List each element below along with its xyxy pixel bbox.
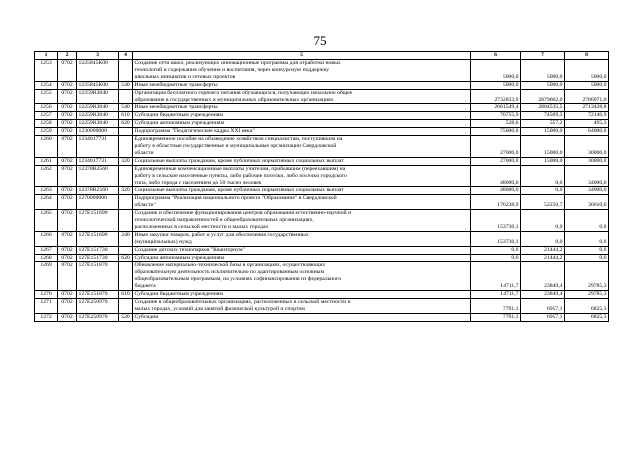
description-line: школьных инициатив и сетевых проектов	[134, 73, 236, 80]
description-line: Единовременное пособие на обзаведение хозяйством специалистам, поступившим на	[134, 136, 343, 143]
description-cell	[133, 262, 471, 291]
expense-type-cell: 610	[119, 291, 133, 299]
amount-year2-cell: 21444,2	[521, 246, 565, 254]
target-article-cell: 127E250970	[77, 313, 119, 321]
amount-year2-cell: 52250,7	[521, 195, 565, 210]
table-row	[35, 89, 609, 104]
section-code-cell: 0702	[58, 254, 77, 262]
description-line: Субсидии	[134, 313, 159, 320]
description-line: технологической направленностей в общеобразовательных организациях,	[134, 217, 314, 224]
table-row	[35, 210, 609, 232]
description-line: Подпрограмма "Педагогические кадры XXI века"	[134, 128, 255, 135]
row-number-cell: 1263	[35, 187, 58, 195]
amount-year3-cell: 34000,0	[565, 187, 609, 195]
row-number-cell: 1268	[35, 254, 58, 262]
description-cell	[133, 210, 471, 232]
amount-year3-cell: 36610,6	[565, 195, 609, 210]
description-cell	[133, 157, 471, 165]
amount-year3-cell: 0,0	[565, 254, 609, 262]
description-line: работу в областные государственные и муниципальные организации Свердловской	[134, 142, 337, 149]
amount-year2-cell: 0,0	[521, 210, 565, 232]
description-line: Социальные выплаты гражданам, кроме публичных нормативных социальных выплат	[134, 157, 344, 164]
amount-year2-cell: 23849,4	[521, 291, 565, 299]
amount-year2-cell: 5000,0	[521, 60, 565, 82]
description-line: Организация бесплатного горячего питания обучающихся, получающих начальное общее	[134, 89, 353, 96]
row-number-cell: 1260	[35, 136, 58, 158]
amount-year2-cell: 15000,0	[521, 128, 565, 136]
description-cell	[133, 313, 471, 321]
row-number-cell: 1271	[35, 299, 58, 314]
amount-year2-cell: 2804535,5	[521, 104, 565, 112]
expense-type-cell: 540	[119, 104, 133, 112]
description-cell	[133, 165, 471, 187]
amount-year2-cell: 0,0	[521, 165, 565, 187]
row-number-cell: 1261	[35, 157, 58, 165]
table-row	[35, 120, 609, 128]
target-article-cell: 127E250970	[77, 299, 119, 314]
column-header-1: 1	[35, 52, 58, 60]
amount-year2-cell: 557,2	[521, 120, 565, 128]
section-code-cell: 0702	[58, 81, 77, 89]
description-line: области"	[134, 202, 156, 209]
amount-year2-cell: 74569,3	[521, 112, 565, 120]
target-article-cell: 1225845К00	[77, 81, 119, 89]
description-line: Подпрограмма "Реализация национального проекта "Образование" в Свердловской	[134, 195, 337, 202]
description-cell	[133, 81, 471, 89]
amount-year2-cell: 0,0	[521, 187, 565, 195]
description-cell	[133, 112, 471, 120]
amount-year1-cell: 153736,1	[471, 210, 521, 232]
table-row	[35, 136, 609, 158]
table-row	[35, 246, 609, 254]
section-code-cell: 0702	[58, 195, 77, 210]
section-code-cell: 0702	[58, 157, 77, 165]
amount-year3-cell: 5000,0	[565, 81, 609, 89]
target-article-cell: 1234017731	[77, 136, 119, 158]
description-line: Единовременные компенсационные выплаты учителям, прибывшим (переехавшим) на	[134, 165, 346, 172]
amount-year1-cell: 70755,9	[471, 112, 521, 120]
target-article-cell: 1270000000	[77, 195, 119, 210]
section-code-cell: 0702	[58, 112, 77, 120]
amount-year2-cell: 15000,0	[521, 136, 565, 158]
description-line: работу в сельские населенные пункты, либо рабочие поселки, либо поселки городского	[134, 172, 347, 179]
target-article-cell: 12259R3040	[77, 89, 119, 104]
expense-type-cell	[119, 128, 133, 136]
expense-type-cell: 320	[119, 157, 133, 165]
expense-type-cell: 610	[119, 112, 133, 120]
amount-year3-cell: 0,0	[565, 231, 609, 246]
amount-year2-cell: 5000,0	[521, 81, 565, 89]
description-line: общеобразовательным программам, на условиях софинансирования из федерального	[134, 276, 342, 283]
description-line: Создание в общеобразовательных организациях, расположенных в сельской местности и	[134, 299, 351, 305]
target-article-cell: 127E151730	[77, 246, 119, 254]
description-line: образовательную деятельность исключительно по адаптированным основным	[134, 269, 325, 276]
column-header-4: 4	[119, 52, 133, 60]
description-cell	[133, 231, 471, 246]
description-line: Социальные выплаты гражданам, кроме публичных нормативных социальных выплат	[134, 187, 344, 194]
section-code-cell: 0702	[58, 299, 77, 314]
section-code-cell: 0702	[58, 60, 77, 82]
description-line: Субсидии бюджетным учреждениям	[134, 291, 224, 298]
description-cell	[133, 104, 471, 112]
description-line: Создание сети школ, реализующих инновационные программы для отработки новых	[134, 60, 341, 66]
section-code-cell: 0702	[58, 262, 77, 291]
amount-year3-cell: 64000,0	[565, 128, 609, 136]
table-row	[35, 254, 609, 262]
amount-year3-cell: 30000,0	[565, 157, 609, 165]
target-article-cell: 1230000000	[77, 128, 119, 136]
amount-year1-cell: 153736,1	[471, 231, 521, 246]
description-line: расположенных в сельской местности и малых городах	[134, 223, 269, 230]
expense-type-cell: 620	[119, 254, 133, 262]
description-line: образование в государственных и муниципальных образовательных организациях	[134, 96, 334, 103]
description-line: малых городах, условий для занятий физической культурой и спортом	[134, 305, 305, 312]
description-line: типа, либо города с населением до 50 тысяч человек	[134, 179, 262, 186]
target-article-cell: 12378R2560	[77, 187, 119, 195]
amount-year3-cell: 29785,3	[565, 291, 609, 299]
amount-year1-cell: 5000,0	[471, 60, 521, 82]
description-line: (муниципальных) нужд	[134, 238, 192, 245]
expense-type-cell	[119, 89, 133, 104]
amount-year1-cell: 528,6	[471, 120, 521, 128]
row-number-cell: 1258	[35, 120, 58, 128]
expense-type-cell	[119, 262, 133, 291]
column-header-5: 5	[133, 52, 471, 60]
row-number-cell: 1264	[35, 195, 58, 210]
row-number-cell: 1262	[35, 165, 58, 187]
expense-type-cell: 620	[119, 120, 133, 128]
target-article-cell: 127E151870	[77, 291, 119, 299]
description-cell	[133, 291, 471, 299]
target-article-cell: 1225845К00	[77, 60, 119, 82]
row-number-cell: 1270	[35, 291, 58, 299]
description-line: технологий и содержания обучения и воспитания, через конкурсную поддержку	[134, 66, 329, 73]
amount-year1-cell: 27000,0	[471, 157, 521, 165]
amount-year1-cell: 7791,1	[471, 313, 521, 321]
target-article-cell: 1234017731	[77, 157, 119, 165]
description-line: Субсидии автономным учреждениям	[134, 120, 225, 127]
table-row	[35, 262, 609, 291]
target-article-cell: 12259R3040	[77, 120, 119, 128]
amount-year2-cell: 15000,0	[521, 157, 565, 165]
amount-year3-cell: 495,3	[565, 120, 609, 128]
amount-year2-cell: 6957,1	[521, 313, 565, 321]
description-cell	[133, 246, 471, 254]
amount-year1-cell: 48000,0	[471, 165, 521, 187]
description-line: бюджета	[134, 283, 156, 290]
amount-year1-cell: 75000,0	[471, 128, 521, 136]
row-number-cell: 1257	[35, 112, 58, 120]
amount-year3-cell: 5000,0	[565, 60, 609, 82]
description-line: Обновление материально-технической базы в организациях, осуществляющих	[134, 262, 326, 269]
amount-year1-cell: 27000,0	[471, 136, 521, 158]
amount-year2-cell: 0,0	[521, 231, 565, 246]
table-header-row	[35, 52, 609, 60]
row-number-cell: 1265	[35, 210, 58, 232]
section-code-cell: 0702	[58, 246, 77, 254]
table-row	[35, 313, 609, 321]
row-number-cell: 1256	[35, 104, 58, 112]
amount-year3-cell: 6825,3	[565, 299, 609, 314]
amount-year1-cell: 2732833,9	[471, 89, 521, 104]
expense-type-cell	[119, 299, 133, 314]
section-code-cell: 0702	[58, 120, 77, 128]
row-number-cell: 1255	[35, 89, 58, 104]
section-code-cell: 0702	[58, 313, 77, 321]
section-code-cell: 0702	[58, 210, 77, 232]
table-row	[35, 231, 609, 246]
table-row	[35, 81, 609, 89]
table-row	[35, 60, 609, 82]
amount-year3-cell: 72146,9	[565, 112, 609, 120]
target-article-cell: 12259R3040	[77, 112, 119, 120]
section-code-cell: 0702	[58, 291, 77, 299]
description-cell	[133, 60, 471, 82]
description-cell	[133, 254, 471, 262]
table-row	[35, 291, 609, 299]
section-code-cell: 0702	[58, 89, 77, 104]
target-article-cell: 12378R2560	[77, 165, 119, 187]
target-article-cell: 127E151690	[77, 210, 119, 232]
row-number-cell: 1254	[35, 81, 58, 89]
description-cell	[133, 120, 471, 128]
table-row	[35, 128, 609, 136]
amount-year3-cell: 0,0	[565, 210, 609, 232]
expense-type-cell	[119, 195, 133, 210]
section-code-cell: 0702	[58, 165, 77, 187]
column-header-7: 7	[521, 52, 565, 60]
section-code-cell: 0702	[58, 104, 77, 112]
expense-type-cell: 320	[119, 187, 133, 195]
description-cell	[133, 195, 471, 210]
table-row	[35, 157, 609, 165]
row-number-cell: 1269	[35, 262, 58, 291]
table-row	[35, 187, 609, 195]
expense-type-cell	[119, 165, 133, 187]
table-row	[35, 165, 609, 187]
section-code-cell: 0702	[58, 187, 77, 195]
description-line: Создание детских технопарков "Кванториум"	[134, 246, 245, 253]
amount-year1-cell: 0,0	[471, 246, 521, 254]
amount-year3-cell: 2713428,8	[565, 104, 609, 112]
description-line: Иные межбюджетные трансферты	[134, 104, 218, 111]
amount-year1-cell: 14711,7	[471, 291, 521, 299]
section-code-cell: 0702	[58, 136, 77, 158]
expense-type-cell	[119, 246, 133, 254]
target-article-cell: 127E151730	[77, 254, 119, 262]
amount-year1-cell: 14711,7	[471, 262, 521, 291]
amount-year2-cell: 23849,4	[521, 262, 565, 291]
expense-type-cell	[119, 60, 133, 82]
table-row	[35, 299, 609, 314]
amount-year2-cell: 6957,1	[521, 299, 565, 314]
target-article-cell: 12259R3040	[77, 104, 119, 112]
description-cell	[133, 187, 471, 195]
column-header-3: 3	[77, 52, 119, 60]
expense-type-cell: 520	[119, 313, 133, 321]
description-line: области	[134, 149, 154, 156]
amount-year1-cell: 2661549,4	[471, 104, 521, 112]
column-header-8: 8	[565, 52, 609, 60]
amount-year2-cell: 2879662,0	[521, 89, 565, 104]
table-row	[35, 104, 609, 112]
amount-year3-cell: 6825,3	[565, 313, 609, 321]
expense-type-cell	[119, 136, 133, 158]
table-row	[35, 195, 609, 210]
amount-year1-cell: 48000,0	[471, 187, 521, 195]
description-line: Создание и обеспечение функционирования центров образования естественно-научной и	[134, 210, 352, 217]
description-line: Субсидии бюджетным учреждениям	[134, 112, 224, 119]
expense-type-cell: 240	[119, 231, 133, 246]
amount-year3-cell: 29785,3	[565, 262, 609, 291]
column-header-6: 6	[471, 52, 521, 60]
amount-year2-cell: 21444,2	[521, 254, 565, 262]
row-number-cell: 1253	[35, 60, 58, 82]
section-code-cell: 0702	[58, 128, 77, 136]
description-cell	[133, 128, 471, 136]
row-number-cell: 1267	[35, 246, 58, 254]
amount-year3-cell: 34000,0	[565, 165, 609, 187]
table-row	[35, 112, 609, 120]
amount-year3-cell: 2786071,0	[565, 89, 609, 104]
row-number-cell: 1259	[35, 128, 58, 136]
description-cell	[133, 89, 471, 104]
table-body	[35, 60, 609, 322]
target-article-cell: 127E151870	[77, 262, 119, 291]
amount-year1-cell: 176238,9	[471, 195, 521, 210]
expense-type-cell	[119, 210, 133, 232]
description-line: Иные закупки товаров, работ и услуг для обеспечения государственных	[134, 231, 309, 238]
page-number: 75	[313, 33, 327, 48]
row-number-cell: 1266	[35, 231, 58, 246]
description-cell	[133, 299, 471, 314]
amount-year1-cell: 5000,0	[471, 81, 521, 89]
expense-type-cell: 540	[119, 81, 133, 89]
row-number-cell: 1272	[35, 313, 58, 321]
target-article-cell: 127E151690	[77, 231, 119, 246]
amount-year1-cell: 7791,1	[471, 299, 521, 314]
description-line: Иные межбюджетные трансферты	[134, 81, 218, 88]
amount-year3-cell: 30000,0	[565, 136, 609, 158]
section-code-cell: 0702	[58, 231, 77, 246]
description-cell	[133, 136, 471, 158]
amount-year3-cell: 0,0	[565, 246, 609, 254]
column-header-2: 2	[58, 52, 77, 60]
description-line: Субсидии автономным учреждениям	[134, 254, 225, 261]
budget-table	[34, 51, 609, 322]
amount-year1-cell: 0,0	[471, 254, 521, 262]
